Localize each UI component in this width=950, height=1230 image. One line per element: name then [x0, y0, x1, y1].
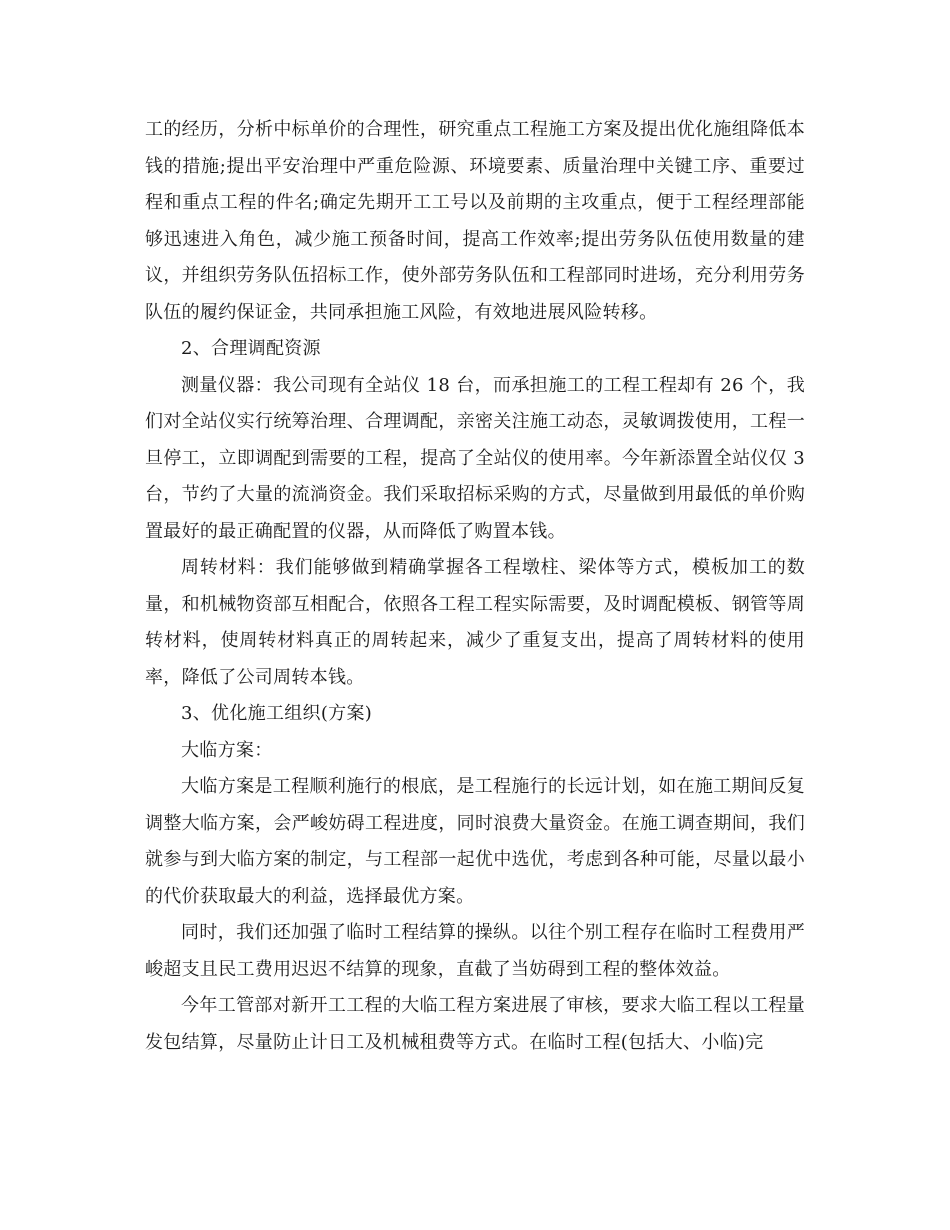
paragraph-continuation: 工的经历，分析中标单价的合理性，研究重点工程施工方案及提出优化施组降低本钱的措施;提出平安治理中严重危险源、环境要素、质量治理中关键工序、重要过程和重点工程的件名;确定先期开工工号以及前期的主攻重点，便于工程经理部能够迅速进入角色，减少施工预备时间，提高工作效率;提出劳务队伍使用数量的建议，并组织劳务队伍招标工作，使外部劳务队伍和工程部同时进场，充分利用劳务队伍的履约保证金，共同承担施工风险，有效地进展风险转移。: [145, 119, 805, 323]
section-heading-construction-organization: 3、优化施工组织(方案): [181, 703, 373, 724]
paragraph-survey-instruments: 测量仪器：我公司现有全站仪 18 台，而承担施工的工程工程却有 26 个，我们对全站仪实行统筹治理、合理调配，亲密关注施工动态，灵敏调拨使用，工程一旦停工，立即调配到需要的工程，提高了全站仪的使用率。今年新添置全站仪仅 3 台，节约了大量的流淌资金。我们采取招标采购的方式，尽量做到用最低的单价购置最好的最正确配置的仪器，从而降低了购置本钱。: [145, 374, 805, 542]
paragraph-turnover-materials: 周转材料：我们能够做到精确掌握各工程墩柱、梁体等方式，模板加工的数量，和机械物资部互相配合，依照各工程工程实际需要，及时调配模板、钢管等周转材料，使周转材料真正的周转起来，减少了重复支出，提高了周转材料的使用率，降低了公司周转本钱。: [145, 557, 805, 688]
section-heading-resource-allocation: 2、合理调配资源: [181, 338, 321, 359]
paragraph-temporary-works-plan: 大临方案是工程顺利施行的根底，是工程施行的长远计划，如在施工期间反复调整大临方案，会严峻妨碍工程进度，同时浪费大量资金。在施工调查期间，我们就参与到大临方案的制定，与工程部一起优中选优，考虑到各种可能，尽量以最小的代价获取最大的利益，选择最优方案。: [145, 776, 805, 907]
document-body: [145, 112, 805, 1061]
subheading-temporary-works-plan: 大临方案：: [181, 739, 273, 761]
paragraph-temporary-works-settlement: 同时，我们还加强了临时工程结算的操纵。以往个别工程存在临时工程费用严峻超支且民工费用迟迟不结算的现象，直截了当妨碍到工程的整体效益。: [145, 922, 805, 980]
paragraph-engineering-review: 今年工管部对新开工工程的大临工程方案进展了审核，要求大临工程以工程量发包结算，尽量防止计日工及机械租费等方式。在临时工程(包括大、小临)完: [145, 995, 805, 1053]
